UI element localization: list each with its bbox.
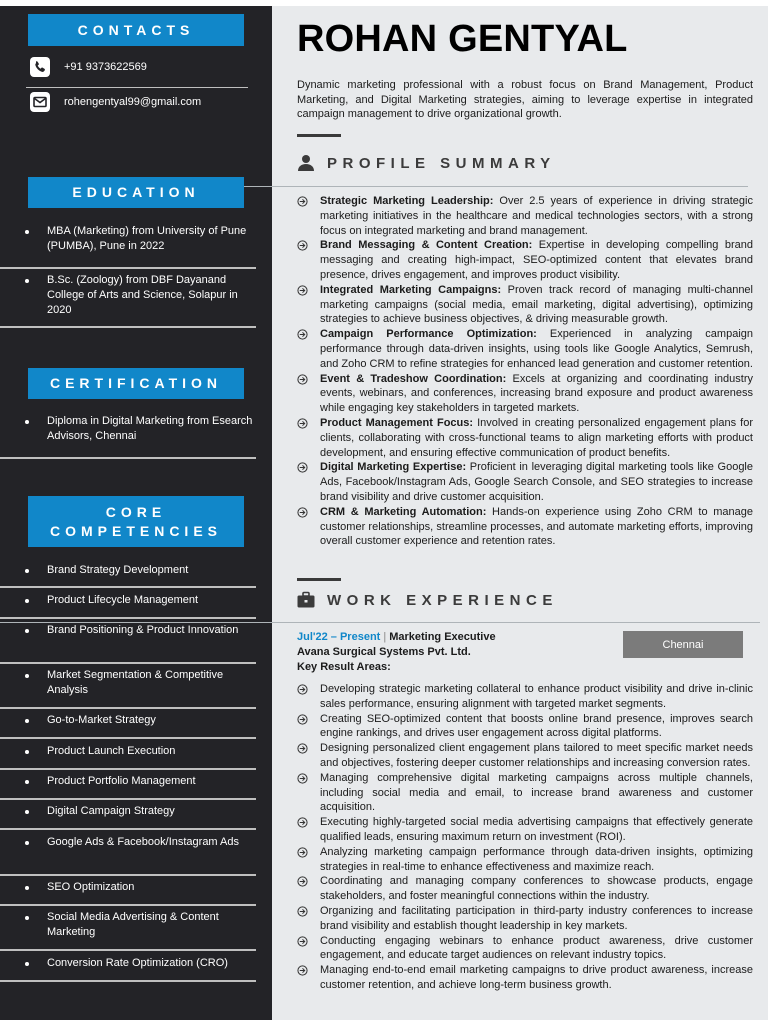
arrow-circle-icon xyxy=(297,418,308,429)
education-list-2 xyxy=(0,273,272,318)
competency-item: Go-to-Market Strategy xyxy=(0,713,272,728)
competency-divider xyxy=(0,586,256,588)
competency-item: Social Media Advertising & Content Marketing xyxy=(0,910,272,940)
sidebar xyxy=(0,6,272,1020)
job-period: Jul'22 – Present xyxy=(297,631,381,643)
experience-item: Managing end-to-end email marketing campaigns to drive product awareness, increase customer retention, and achieve long-term business growth. xyxy=(296,963,753,993)
certification-heading: CERTIFICATION xyxy=(28,368,244,399)
competency-item: Product Lifecycle Management xyxy=(0,593,272,608)
envelope-icon xyxy=(30,92,50,112)
competency-divider xyxy=(0,949,256,951)
competency-divider xyxy=(0,904,256,906)
experience-item: Designing personalized client engagement plans tailored to meet specific market needs and objectives, fostering deeper customer relationships and increasing conversion rates. xyxy=(296,741,753,771)
education-divider xyxy=(0,267,256,269)
contact-phone[interactable] xyxy=(30,55,248,79)
arrow-circle-icon xyxy=(297,936,308,947)
arrow-circle-icon xyxy=(297,196,308,207)
competency-divider xyxy=(0,798,256,800)
arrow-circle-icon xyxy=(297,240,308,251)
section-dash xyxy=(297,578,341,581)
competency-divider xyxy=(0,662,256,664)
phone-number: +91 9373622569 xyxy=(64,61,147,73)
competency-divider xyxy=(0,707,256,709)
competency-divider xyxy=(0,737,256,739)
profile-summary-heading: PROFILE SUMMARY xyxy=(297,153,556,173)
summary-item: Campaign Performance Optimization: Experienced in analyzing campaign performance through data-driven insights, using tools like Google Analytics, Semrush, and Zoho CRM to refine strategies for enhanced lead generation and customer retention. xyxy=(296,327,753,371)
arrow-circle-icon xyxy=(297,507,308,518)
contact-divider xyxy=(26,87,248,88)
competency-item: Product Launch Execution xyxy=(0,744,272,759)
summary-item: Digital Marketing Expertise: Proficient in leveraging digital marketing tools like Google Ads, Facebook/Instagram Ads, Google Search Console, and SEO strategies to increase brand visibility and drive customer acquisition. xyxy=(296,460,753,504)
competency-divider xyxy=(0,768,256,770)
contacts-heading: CONTACTS xyxy=(28,14,244,46)
profile-summary-list xyxy=(296,194,753,549)
competencies-heading: CORE COMPETENCIES xyxy=(28,496,244,547)
arrow-circle-icon xyxy=(297,773,308,784)
kra-label: Key Result Areas: xyxy=(297,661,391,673)
phone-icon xyxy=(30,57,50,77)
section-dash xyxy=(297,134,341,137)
arrow-circle-icon xyxy=(297,285,308,296)
experience-item: Conducting engaging webinars to enhance product awareness, drive customer engagement, and educate target audiences on relevant industry topics. xyxy=(296,934,753,964)
competency-divider xyxy=(0,617,256,619)
summary-item: Strategic Marketing Leadership: Over 2.5 years of experience in driving strategic marketing initiatives in the healthcare and medical technologies sectors, with a strong focus on integrated marketing and brand management. xyxy=(296,194,753,238)
arrow-circle-icon xyxy=(297,684,308,695)
experience-item: Executing highly-targeted social media advertising campaigns that effectively generate qualified leads, ensuring maximum return on investment (ROI). xyxy=(296,815,753,845)
job-role: Marketing Executive xyxy=(389,631,496,643)
competency-item: Brand Strategy Development xyxy=(0,563,272,578)
job-company: Avana Surgical Systems Pvt. Ltd. xyxy=(297,646,471,658)
summary-item: Product Management Focus: Involved in creating personalized engagement plans for clients, collaborating with cross-functional teams to align marketing efforts with product development, and ensuring effective communication of product benefits. xyxy=(296,416,753,460)
education-list xyxy=(0,224,272,254)
certification-list xyxy=(0,414,272,444)
summary-item: Integrated Marketing Campaigns: Proven track record of managing multi-channel marketing campaigns (social media, email marketing, digital advertising), optimizing strategies to achieve business objectives, & driving measurable growth. xyxy=(296,283,753,327)
arrow-circle-icon xyxy=(297,817,308,828)
experience-item: Developing strategic marketing collateral to enhance product visibility and drive in-clinic sales performance, ensuring alignment with targeted market segments. xyxy=(296,682,753,712)
education-heading: EDUCATION xyxy=(28,177,244,208)
briefcase-icon xyxy=(297,591,315,609)
arrow-circle-icon xyxy=(297,876,308,887)
experience-item: Managing comprehensive digital marketing campaigns across multiple channels, including social media and email, to increase brand awareness and customer acquisition. xyxy=(296,771,753,815)
candidate-name: ROHAN GENTYAL xyxy=(297,18,628,60)
arrow-circle-icon xyxy=(297,847,308,858)
arrow-circle-icon xyxy=(297,906,308,917)
experience-item: Organizing and facilitating participation in third-party industry conferences to increase brand visibility and establish thought leadership in key markets. xyxy=(296,904,753,934)
competency-item: Market Segmentation & Competitive Analysis xyxy=(0,668,272,698)
work-experience-list xyxy=(296,682,753,993)
competency-item: Google Ads & Facebook/Instagram Ads xyxy=(0,835,272,850)
certification-item: Diploma in Digital Marketing from Esearch Advisors, Chennai xyxy=(0,414,272,444)
arrow-circle-icon xyxy=(297,743,308,754)
section-rule xyxy=(0,622,760,623)
arrow-circle-icon xyxy=(297,374,308,385)
work-experience-heading: WORK EXPERIENCE xyxy=(297,590,558,610)
competencies-list xyxy=(0,563,272,578)
competency-item: SEO Optimization xyxy=(0,880,272,895)
competency-divider xyxy=(0,828,256,830)
education-item: B.Sc. (Zoology) from DBF Dayanand College of Arts and Science, Solapur in 2020 xyxy=(0,273,272,318)
competency-item: Digital Campaign Strategy xyxy=(0,804,272,819)
experience-item: Analyzing marketing campaign performance through data-driven insights, optimizing strategies in real-time to enhance effectiveness and maximize reach. xyxy=(296,845,753,875)
arrow-circle-icon xyxy=(297,462,308,473)
experience-item: Creating SEO-optimized content that boosts online brand presence, improves search engine rankings, and drives user engagement across digital platforms. xyxy=(296,712,753,742)
contact-email[interactable] xyxy=(30,90,248,114)
competency-divider xyxy=(0,980,256,982)
education-item: MBA (Marketing) from University of Pune (PUMBA), Pune in 2022 xyxy=(0,224,272,254)
job-separator: | xyxy=(383,631,387,643)
arrow-circle-icon xyxy=(297,714,308,725)
summary-item: Event & Tradeshow Coordination: Excels at organizing and coordinating industry events, webinars, and conferences, increasing brand exposure and product awareness while engaging key stakeholders in targeted markets. xyxy=(296,372,753,416)
experience-item: Coordinating and managing company conferences to showcase products, engage stakeholders, and foster meaningful connections within the industry. xyxy=(296,874,753,904)
arrow-circle-icon xyxy=(297,965,308,976)
location-badge: Chennai xyxy=(623,631,743,658)
section-rule xyxy=(244,186,748,187)
competency-item: Product Portfolio Management xyxy=(0,774,272,789)
arrow-circle-icon xyxy=(297,329,308,340)
certification-divider xyxy=(0,457,256,459)
intro-paragraph: Dynamic marketing professional with a robust focus on Brand Management, Product Marketing, and Digital Marketing strategies, aiming to leverage expertise in integrated campaign management to drive organizational growth. xyxy=(297,79,753,120)
competency-item: Brand Positioning & Product Innovation xyxy=(0,623,272,638)
summary-item: CRM & Marketing Automation: Hands-on experience using Zoho CRM to manage customer relationships, streamline processes, and automate marketing efforts, improving overall customer experience and retention rates. xyxy=(296,505,753,549)
main-content xyxy=(272,6,768,1020)
competency-divider xyxy=(0,874,256,876)
person-icon xyxy=(297,154,315,172)
education-divider xyxy=(0,326,256,328)
email-address: rohengentyal99@gmail.com xyxy=(64,96,202,108)
summary-item: Brand Messaging & Content Creation: Expertise in developing compelling brand messaging and creating high-impact, SEO-optimized content that elevates brand presence, drives engagement, and improves product visibility. xyxy=(296,238,753,282)
competency-item: Conversion Rate Optimization (CRO) xyxy=(0,956,272,971)
